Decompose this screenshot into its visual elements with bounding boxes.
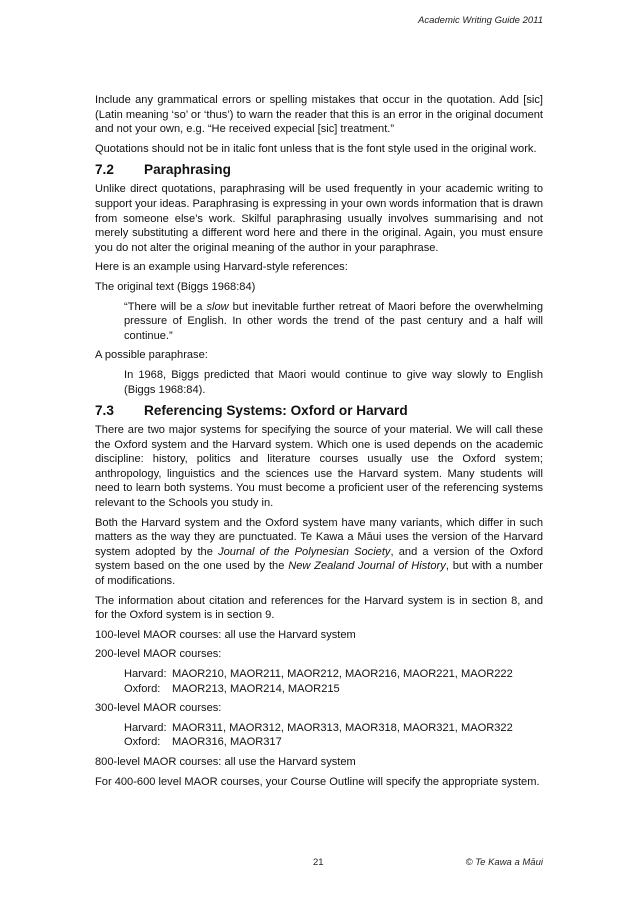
variants-part-a: Both the Harvard system and the Oxford system have many variants, which differ in such matters as the way they are punctuated. Te Kawa a Māui uses the version of the Harvard system adopted by the: [95, 516, 543, 558]
block-quote: [124, 300, 543, 344]
paragraph-400-600-level: For 400-600 level MAOR courses, your Course Outline will specify the appropriate system.: [95, 775, 540, 788]
courses-200-oxford-label: Oxford:: [124, 682, 161, 695]
paragraph-original-text: The original text (Biggs 1968:84): [95, 280, 256, 293]
block-paraphrase: In 1968, Biggs predicted that Maori would continue to give way slowly to English (Biggs 1968:84).: [124, 368, 543, 396]
courses-200-oxford-codes: MAOR213, MAOR214, MAOR215: [172, 682, 340, 695]
paragraph-variants: [95, 516, 543, 589]
variants-part-b: , and a version of the Oxford system based on the one used by the: [95, 545, 544, 573]
page-number: 21: [313, 857, 324, 868]
paragraph-200-level: 200-level MAOR courses:: [95, 648, 222, 661]
quote-part-a: “There will be a: [124, 300, 207, 313]
heading-7-3-number: 7.3: [95, 403, 114, 419]
courses-300-harvard-codes: MAOR311, MAOR312, MAOR313, MAOR318, MAOR321, MAOR322: [172, 721, 513, 734]
paragraph-100-level: 100-level MAOR courses: all use the Harvard system: [95, 628, 356, 641]
courses-200-harvard-label: Harvard:: [124, 668, 167, 680]
courses-200-harvard: [124, 667, 543, 682]
paragraph-300-level: 300-level MAOR courses:: [95, 702, 222, 715]
page-body: [95, 93, 543, 794]
running-header: Academic Writing Guide 2011: [418, 15, 543, 26]
quote-emphasis: slow: [206, 300, 229, 313]
paragraph-paraphrasing: Unlike direct quotations, paraphrasing will be used frequently in your academic writing to support your ideas. Paraphrasing is expressing in your own words information that is drawn from someone else’s work. Skilful paraphrasing usually involves summarising and not merely substituting a different word here and there in the original. Again, you must ensure you do not alter the original meaning of the author in your paraphrase.: [95, 183, 543, 254]
courses-200-oxford: [124, 682, 543, 697]
courses-300-harvard: [124, 721, 543, 736]
courses-200-list: [124, 667, 543, 696]
courses-300-harvard-label: Harvard:: [124, 721, 167, 734]
paragraph-possible-paraphrase: A possible paraphrase:: [95, 349, 208, 362]
paragraph-sic: Include any grammatical errors or spelling mistakes that occur in the quotation. Add [sic] (Latin meaning ‘so’ or ‘thus’) to warn the reader that this is an error in the original document and not your own, e.g. “He received expecial [sic] treatment.”: [95, 94, 543, 136]
paragraph-800-level: 800-level MAOR courses: all use the Harvard system: [95, 755, 356, 768]
courses-300-oxford: [124, 735, 543, 750]
paragraph-italic-font: Quotations should not be in italic font unless that is the font style used in the original work.: [95, 142, 537, 155]
paragraph-example-intro: Here is an example using Harvard-style references:: [95, 261, 348, 274]
paragraph-sections-info: The information about citation and references for the Harvard system is in section 8, and for the Oxford system is in section 9.: [95, 594, 543, 622]
heading-7-2-number: 7.2: [95, 162, 114, 178]
heading-7-3: [95, 402, 543, 419]
heading-7-2: [95, 161, 543, 178]
courses-300-oxford-label: Oxford:: [124, 736, 161, 749]
courses-300-list: [124, 721, 543, 750]
courses-200-harvard-codes: MAOR210, MAOR211, MAOR212, MAOR216, MAOR221, MAOR222: [172, 668, 513, 680]
variants-part-c: , but with a number of modifications.: [95, 560, 544, 588]
variants-journal-history: New Zealand Journal of History: [288, 560, 446, 573]
courses-300-oxford-codes: MAOR316, MAOR317: [172, 736, 282, 749]
variants-journal-polynesian: Journal of the Polynesian Society: [218, 545, 391, 558]
heading-7-2-title: Paraphrasing: [144, 162, 231, 178]
heading-7-3-title: Referencing Systems: Oxford or Harvard: [144, 403, 408, 419]
paragraph-two-systems: There are two major systems for specifying the source of your material. We will call these the Oxford system and the Harvard system. Which one is used depends on the academic discipline: history, politics and literature courses usually use the Oxford system; anthropology, linguistics and the sciences use the Harvard system. Many students will need to learn both systems. You must become a proficient user of the referencing systems relevant to the Schools you study in.: [95, 424, 543, 510]
copyright-notice: © Te Kawa a Māui: [465, 857, 543, 868]
quote-part-b: but inevitable further retreat of Maori before the overwhelming pressure of English. In other words the trend of the past century and a half will continue.”: [124, 300, 543, 342]
